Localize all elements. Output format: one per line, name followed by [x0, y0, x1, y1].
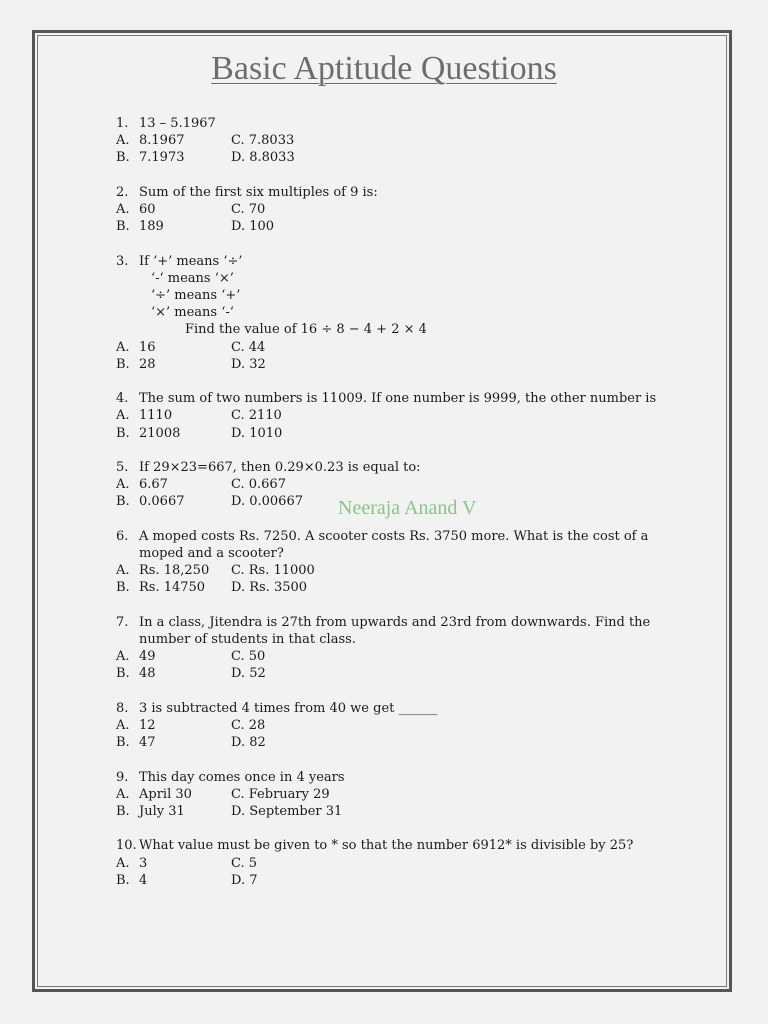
option-a: Rs. 18,250 [139, 563, 210, 579]
option-label-b: B. [116, 804, 130, 819]
option-label-b: B. [116, 494, 130, 510]
option-b: 47 [139, 735, 156, 751]
option-label-a: A. [116, 649, 130, 665]
option-c: C. Rs. 11000 [231, 563, 315, 579]
question-number: 1. [116, 116, 129, 131]
option-label-b: B. [116, 666, 130, 682]
option-c: C. 5 [231, 855, 258, 871]
option-b: 28 [139, 356, 156, 372]
option-b: 7.1973 [139, 150, 185, 166]
question-number: 3. [116, 253, 129, 269]
option-label-b: B. [116, 735, 130, 751]
question-text: 13 – 5.1967 [139, 116, 216, 131]
option-a: 3 [139, 855, 148, 871]
question-text: If ‘+’ means ‘÷’ [139, 253, 243, 269]
option-a: 12 [139, 718, 156, 733]
option-a: 16 [139, 339, 156, 355]
option-b: Rs. 14750 [139, 580, 206, 596]
question-4 [116, 390, 696, 442]
option-d: D. 7 [231, 872, 258, 888]
question-condition: ‘÷’ means ‘+’ [151, 288, 241, 303]
page-title: Basic Aptitude Questions [211, 50, 557, 87]
question-text: A moped costs Rs. 7250. A scooter costs Rs. 3750 more. What is the cost of a moped and a scooter? [139, 528, 649, 561]
option-c: C. 7.8033 [231, 133, 295, 149]
option-d: D. 8.8033 [231, 150, 295, 166]
option-label-a: A. [116, 408, 130, 424]
option-b: 0.0667 [139, 494, 185, 510]
question-text: Sum of the first six multiples of 9 is: [139, 184, 378, 200]
option-label-b: B. [116, 580, 130, 596]
option-label-a: A. [116, 563, 130, 579]
question-number: 9. [116, 769, 129, 785]
question-2 [116, 184, 696, 236]
option-d: D. 1010 [231, 425, 283, 441]
option-c: C. 44 [231, 339, 266, 355]
option-d: D. Rs. 3500 [231, 580, 308, 596]
question-list [116, 115, 696, 906]
question-condition: ‘×’ means ‘-‘ [151, 305, 234, 321]
question-number: 2. [116, 184, 129, 200]
question-text: What value must be given to * so that the number 6912* is divisible by 25? [139, 838, 634, 854]
option-label-a: A. [116, 133, 130, 149]
question-text: If 29×23=667, then 0.29×0.23 is equal to: [139, 460, 421, 475]
option-label-a: A. [116, 477, 130, 493]
question-text: In a class, Jitendra is 27th from upwards and 23rd from downwards. Find the number of students in that class. [139, 614, 651, 647]
option-label-a: A. [116, 339, 130, 355]
option-d: D. 0.00667 [231, 494, 303, 510]
author-watermark: Neeraja Anand V [338, 497, 477, 519]
option-a: 60 [139, 202, 156, 217]
question-9 [116, 769, 696, 821]
question-number: 10. [116, 838, 137, 854]
option-a: April 30 [139, 786, 192, 802]
question-text: This day comes once in 4 years [139, 769, 345, 785]
question-number: 8. [116, 700, 129, 716]
question-number: 4. [116, 391, 129, 407]
question-text: 3 is subtracted 4 times from 40 we get ______ [139, 700, 438, 716]
option-c: C. February 29 [231, 786, 330, 802]
question-10 [116, 837, 696, 889]
option-label-b: B. [116, 872, 130, 888]
option-d: D. 82 [231, 735, 266, 751]
option-c: C. 0.667 [231, 477, 286, 493]
option-d: D. 52 [231, 666, 266, 682]
option-label-b: B. [116, 219, 130, 235]
option-b: 189 [139, 219, 164, 235]
option-b: 21008 [139, 425, 181, 441]
option-label-a: A. [116, 855, 130, 871]
option-c: C. 28 [231, 718, 266, 733]
question-5 [116, 459, 696, 511]
question-expression: Find the value of 16 ÷ 8 − 4 + 2 × 4 [185, 322, 427, 338]
question-1 [116, 115, 696, 167]
option-label-a: A. [116, 718, 130, 733]
option-c: C. 50 [231, 649, 266, 665]
option-b: July 31 [139, 804, 185, 819]
question-number: 5. [116, 460, 129, 475]
option-c: C. 70 [231, 202, 266, 217]
option-d: D. September 31 [231, 804, 343, 819]
question-number: 6. [116, 528, 129, 544]
option-label-a: A. [116, 786, 130, 802]
option-d: D. 100 [231, 219, 275, 235]
question-6 [116, 528, 696, 597]
option-label-b: B. [116, 356, 130, 372]
option-label-b: B. [116, 425, 130, 441]
option-b: 48 [139, 666, 156, 682]
option-a: 1110 [139, 408, 173, 424]
question-condition: ‘-‘ means ‘×’ [151, 270, 234, 286]
question-3 [116, 253, 696, 373]
question-number: 7. [116, 614, 129, 630]
option-b: 4 [139, 872, 148, 888]
option-label-a: A. [116, 202, 130, 217]
option-a: 8.1967 [139, 133, 185, 149]
question-7 [116, 614, 696, 683]
option-d: D. 32 [231, 356, 266, 372]
question-text: The sum of two numbers is 11009. If one number is 9999, the other number is [139, 391, 657, 407]
option-a: 6.67 [139, 477, 168, 493]
question-8 [116, 700, 696, 752]
option-a: 49 [139, 649, 156, 665]
option-c: C. 2110 [231, 408, 282, 424]
option-label-b: B. [116, 150, 130, 166]
